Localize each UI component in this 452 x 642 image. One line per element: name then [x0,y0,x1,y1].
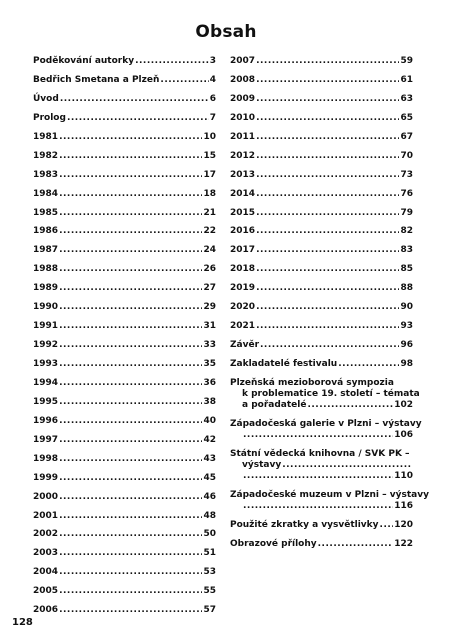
toc-entry-page: 45 [203,472,216,483]
toc-entry-label: 1990 [33,302,59,313]
toc-leader-dots [256,170,399,181]
toc-entry-page: 3 [209,56,216,66]
toc-entry-page: 17 [203,169,216,180]
toc-leader-dots [135,56,209,67]
toc-leader-dots [59,511,202,522]
toc-leader-dots [59,378,202,389]
toc-leader-dots [256,264,399,275]
toc-leader-dots [59,264,202,275]
toc-leader-dots [59,397,202,408]
toc-entry-page: 38 [203,396,216,407]
toc-entry-label: 1999 [33,472,59,483]
toc-entry-label: 2014 [230,188,256,199]
toc-entry[interactable] [230,245,413,256]
toc-entry-label-line3: a pořadatelé [242,399,307,410]
toc-entry-label: Poděkování autorky [33,56,135,66]
toc-entry-page: 10 [203,131,216,142]
toc-entry[interactable] [33,208,216,219]
toc-entry-label: 1994 [33,377,59,388]
toc-entry-zkratky[interactable] [230,520,413,531]
toc-entry-page: 29 [203,302,216,313]
toc-entry-page: 90 [400,302,413,313]
toc-entry-page: 46 [203,491,216,502]
toc-right-column [230,56,429,558]
toc-entry[interactable] [33,435,216,446]
toc-entry-label: 2012 [230,150,256,161]
toc-entry[interactable] [230,189,413,200]
toc-left-column [33,56,216,624]
toc-entry-label: Závěr [230,340,260,351]
toc-entry-page: 65 [400,112,413,123]
toc-entry-page: 15 [203,150,216,161]
toc-entry[interactable] [33,492,216,503]
toc-entry[interactable] [230,226,413,237]
toc-leader-dots [256,208,399,219]
toc-entry-label: 2009 [230,93,256,104]
page-title: Obsah [195,22,257,42]
toc-leader-dots [59,189,202,200]
toc-entry-page: 85 [400,264,413,275]
toc-entry-page: 36 [203,377,216,388]
toc-entry-page: 122 [394,538,413,549]
toc-entry[interactable] [230,170,413,181]
toc-leader-dots [256,75,399,86]
toc-entry-page: 63 [400,93,413,104]
toc-entry[interactable] [230,302,413,313]
toc-entry-page: 88 [400,283,413,294]
toc-entry[interactable] [230,132,413,143]
toc-leader-dots [260,340,399,351]
toc-entry[interactable] [33,529,216,540]
toc-entry[interactable] [33,321,216,332]
toc-entry-label: 2001 [33,510,59,521]
toc-leader-dots [59,208,202,219]
toc-entry-page: 18 [203,188,216,199]
toc-entry-page: 57 [203,605,216,616]
toc-leader-dots [380,520,394,531]
toc-entry-label: 2021 [230,321,256,332]
toc-entry-label: 2002 [33,529,59,540]
toc-entry[interactable] [33,302,216,313]
toc-entry-page: 53 [203,567,216,578]
toc-entry[interactable] [230,264,413,275]
toc-entry-label: Úvod [33,93,59,104]
toc-leader-dots [256,56,399,67]
toc-entry-label: 1985 [33,207,59,218]
toc-entry-page: 21 [203,207,216,218]
toc-leader-dots [160,75,208,86]
toc-leader-dots [67,113,209,124]
toc-leader-dots [243,471,393,482]
toc-leader-dots [59,435,202,446]
toc-entry-page: 31 [203,321,216,332]
toc-leader-dots [59,283,202,294]
toc-leader-dots [59,416,202,427]
toc-entry[interactable] [230,75,413,86]
toc-entry[interactable] [33,283,216,294]
toc-entry-label: 2003 [33,548,59,559]
toc-entry-label: 1989 [33,283,59,294]
toc-entry-page: 82 [400,226,413,237]
toc-entry-page: 42 [203,434,216,445]
toc-entry-label: 2018 [230,264,256,275]
toc-entry-page: 50 [203,529,216,540]
toc-entry-label: 2004 [33,567,59,578]
toc-entry[interactable] [33,454,216,465]
toc-entry-label: Obrazové přílohy [230,538,317,549]
toc-leader-dots [59,586,202,597]
toc-leader-dots [256,226,399,237]
toc-entry-prilohy[interactable] [230,539,413,550]
toc-entry[interactable] [33,586,216,597]
toc-leader-dots [256,113,399,124]
toc-entry-knihovna[interactable] [230,449,413,482]
toc-entry-label: Použité zkratky a vysvětlivky [230,519,379,530]
toc-entry-label: 2019 [230,283,256,294]
toc-leader-dots [256,283,399,294]
toc-entry-label: 1991 [33,321,59,332]
toc-leader-dots [59,548,202,559]
toc-entry[interactable] [33,132,216,143]
toc-leader-dots [59,492,202,503]
toc-leader-dots [243,430,393,441]
toc-entry[interactable] [33,567,216,578]
toc-entry-page: 96 [400,340,413,351]
toc-entry[interactable] [230,94,413,105]
toc-entry-label: 2017 [230,245,256,256]
toc-leader-dots [256,245,399,256]
toc-entry-label: 1998 [33,453,59,464]
toc-entry-label: 1988 [33,264,59,275]
toc-entry[interactable] [33,359,216,370]
toc-entry[interactable] [33,473,216,484]
toc-entry-page: 48 [203,510,216,521]
toc-entry-page: 7 [209,112,216,123]
toc-entry-page: 70 [400,150,413,161]
toc-leader-dots [307,400,393,411]
toc-entry[interactable] [230,321,413,332]
toc-entry-page: 26 [203,264,216,275]
toc-entry-label: 2007 [230,56,256,66]
toc-entry[interactable] [33,340,216,351]
toc-leader-dots [59,529,202,540]
toc-leader-dots [59,226,202,237]
toc-entry-label: 2010 [230,112,256,123]
toc-leader-dots [59,567,202,578]
toc-leader-dots [243,501,393,512]
toc-leader-dots [59,132,202,143]
toc-entry-label-line2: k problematice 19. století – témata [242,388,420,399]
toc-entry-label: Prolog [33,112,66,123]
toc-entry-label-line1: Západočeská galerie v Plzni – výstavy [230,418,422,429]
toc-entry-label: 1987 [33,245,59,256]
toc-entry[interactable] [230,151,413,162]
toc-leader-dots [282,460,412,471]
toc-leader-dots [338,359,399,370]
toc-entry-page: 43 [203,453,216,464]
toc-entry-page: 73 [400,169,413,180]
toc-entry-label: 1984 [33,188,59,199]
toc-leader-dots [60,94,209,105]
toc-entry-label: Bedřich Smetana a Plzeň [33,74,160,85]
toc-entry-page: 98 [400,359,413,369]
toc-entry-page: 61 [400,74,413,85]
toc-entry-sympozia[interactable] [230,377,420,411]
toc-leader-dots [59,605,202,616]
toc-entry[interactable] [33,605,216,616]
toc-entry-label: 2000 [33,491,59,502]
toc-leader-dots [59,170,202,181]
toc-entry-page: 76 [400,188,413,199]
toc-entry-label: 2020 [230,302,256,313]
toc-entry-page: 22 [203,226,216,237]
toc-entry-label: 1997 [33,434,59,445]
toc-entry[interactable] [33,113,216,124]
toc-leader-dots [59,321,202,332]
toc-leader-dots [59,302,202,313]
toc-entry-label: 2005 [33,586,59,597]
toc-entry-page: 55 [203,586,216,597]
toc-entry-label-line2: výstavy [242,459,282,470]
toc-entry-label: Zakladatelé festivalu [230,359,338,369]
toc-leader-dots [256,189,399,200]
toc-entry-page: 35 [203,359,216,369]
toc-entry-label: 1986 [33,226,59,237]
toc-entry-page: 33 [203,340,216,351]
toc-entry-label: 2013 [230,169,256,180]
toc-entry-page: 116 [394,500,413,511]
toc-entry-page: 106 [394,429,413,440]
toc-entry[interactable] [33,378,216,389]
toc-entry-label: 1983 [33,169,59,180]
toc-leader-dots [59,245,202,256]
toc-entry-label: 2016 [230,226,256,237]
toc-entry-galerie[interactable] [230,418,422,441]
toc-entry-zaver[interactable] [230,340,413,351]
toc-entry-label: 2006 [33,605,59,616]
toc-entry-label-line1: Státní vědecká knihovna / SVK PK – [230,448,410,459]
toc-entry[interactable] [230,208,413,219]
toc-entry-page: 59 [400,56,413,66]
toc-entry-label: 2011 [230,131,256,142]
toc-entry[interactable] [230,283,413,294]
toc-entry[interactable] [33,511,216,522]
toc-leader-dots [59,473,202,484]
toc-entry[interactable] [33,397,216,408]
toc-leader-dots [59,454,202,465]
toc-entry-label: 2008 [230,74,256,85]
toc-leader-dots [256,302,399,313]
toc-entry-label-line1: Plzeňská mezioborová sympozia [230,377,394,388]
toc-entry[interactable] [33,416,216,427]
toc-entry-muzeum[interactable] [230,489,429,512]
toc-leader-dots [256,94,399,105]
toc-entry-page: 67 [400,131,413,142]
toc-entry[interactable] [33,56,216,67]
toc-entry-page: 4 [209,74,216,85]
toc-entry-page: 27 [203,283,216,294]
toc-entry-label: 1981 [33,131,59,142]
toc-entry-page: 24 [203,245,216,256]
toc-entry[interactable] [230,113,413,124]
toc-entry-page: 6 [209,93,216,104]
toc-entry-label: 1996 [33,415,59,426]
toc-entry-zakladatele[interactable] [230,359,413,370]
toc-entry-page: 83 [400,245,413,256]
toc-entry-page: 79 [400,207,413,218]
toc-entry[interactable] [33,245,216,256]
toc-leader-dots [256,321,399,332]
toc-leader-dots [59,340,202,351]
toc-entry-label: 1995 [33,396,59,407]
toc-entry-label: 1992 [33,340,59,351]
toc-entry[interactable] [33,94,216,105]
toc-entry[interactable] [33,264,216,275]
toc-entry[interactable] [33,75,216,86]
toc-entry-label: 2015 [230,207,256,218]
toc-entry-page: 110 [394,470,413,481]
toc-entry[interactable] [33,151,216,162]
toc-leader-dots [59,151,202,162]
toc-entry[interactable] [33,170,216,181]
toc-entry-label: 1982 [33,150,59,161]
toc-entry[interactable] [33,548,216,559]
toc-entry-page: 120 [394,519,413,530]
toc-entry-page: 51 [203,548,216,559]
toc-leader-dots [318,539,394,550]
toc-entry-label-line1: Západočeské muzeum v Plzni – výstavy [230,489,429,500]
toc-leader-dots [256,151,399,162]
toc-entry[interactable] [230,56,413,67]
toc-leader-dots [256,132,399,143]
page-number: 128 [12,617,33,628]
toc-entry[interactable] [33,189,216,200]
toc-leader-dots [59,359,202,370]
toc-entry-label: 1993 [33,359,59,369]
toc-entry[interactable] [33,226,216,237]
toc-entry-page: 102 [394,399,413,410]
toc-entry-page: 40 [203,415,216,426]
toc-entry-page: 93 [400,321,413,332]
